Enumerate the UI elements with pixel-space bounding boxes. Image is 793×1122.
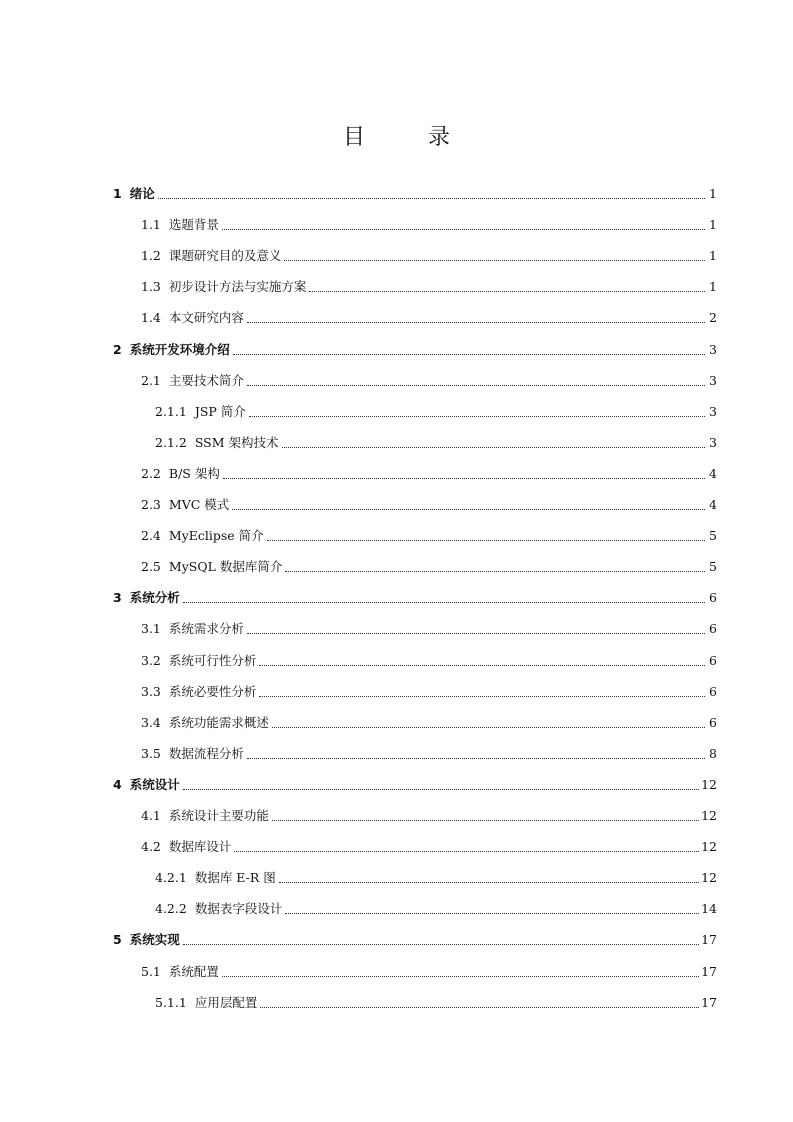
toc-entry[interactable] (113, 775, 717, 795)
toc-entry-number: 2.2 (141, 465, 161, 481)
toc-entry-page-number: 4 (709, 497, 717, 512)
toc-entry-page-number: 17 (701, 932, 717, 948)
toc-entry[interactable] (141, 495, 717, 515)
toc-entry-page-number: 12 (701, 870, 717, 886)
toc-entry-page-number: 3 (709, 372, 717, 388)
toc-entry-number: 4.2 (141, 839, 161, 855)
toc-entry-title: 系统功能需求概述 (168, 714, 269, 730)
toc-entry-title: B/S 架构 (168, 465, 220, 481)
toc-entry-page-number: 4 (709, 465, 717, 481)
toc-entry[interactable] (141, 744, 717, 764)
dot-leader (282, 446, 706, 448)
toc-entry-number: 3.5 (141, 745, 161, 761)
dot-leader (285, 570, 705, 572)
toc-entry-number: 4 (113, 776, 122, 792)
toc-entry-page-number: 12 (701, 839, 717, 855)
dot-leader (222, 228, 705, 230)
toc-entry-number: 2.5 (141, 559, 161, 575)
toc-entry-number: 4.2.1 (155, 870, 187, 886)
toc-entry[interactable] (141, 215, 717, 235)
toc-entry[interactable] (141, 713, 717, 733)
dot-leader (247, 384, 705, 386)
toc-entry-title: 系统分析 (129, 590, 180, 606)
toc-entry[interactable] (141, 557, 717, 577)
toc-entry[interactable] (113, 588, 717, 608)
toc-entry-title: SSM 架构技术 (194, 434, 279, 450)
toc-entry-title: 系统设计主要功能 (168, 808, 269, 823)
toc-entry-title: 系统配置 (168, 963, 219, 979)
toc-entry[interactable] (155, 433, 717, 453)
toc-entry[interactable] (141, 619, 717, 639)
toc-entry[interactable] (141, 682, 717, 702)
toc-entry-title: 系统可行性分析 (168, 652, 257, 668)
toc-entry-page-number: 17 (701, 963, 717, 979)
toc-entry[interactable] (141, 371, 717, 391)
toc-entry-number: 1.1 (141, 217, 161, 233)
dot-leader (232, 508, 705, 510)
toc-entry[interactable] (141, 651, 717, 671)
dot-leader (284, 259, 705, 261)
toc-entry[interactable] (141, 526, 717, 546)
toc-entry[interactable] (113, 184, 717, 204)
toc-entry-number: 1.2 (141, 248, 161, 264)
dot-leader (285, 912, 699, 914)
toc-entry-number: 2 (113, 341, 122, 357)
toc-entry[interactable] (141, 806, 717, 826)
toc-entry[interactable] (141, 464, 717, 484)
dot-leader (222, 975, 699, 977)
dot-leader (272, 726, 705, 728)
toc-entry[interactable] (141, 962, 717, 982)
toc-entry[interactable] (141, 277, 717, 297)
toc-entry-title: JSP 简介 (194, 403, 246, 419)
dot-leader (267, 539, 705, 541)
toc-entry-number: 5.1 (141, 963, 161, 979)
toc-entry-page-number: 3 (709, 403, 717, 419)
toc-entry[interactable] (155, 993, 717, 1013)
toc-entry-number: 2.4 (141, 528, 161, 544)
toc-entry-page-number: 6 (709, 714, 717, 730)
toc-entry[interactable] (141, 308, 717, 328)
dot-leader (233, 353, 705, 355)
toc-entry-page-number: 1 (709, 217, 717, 233)
toc-entry-title: MyEclipse 简介 (168, 528, 264, 544)
toc-entry-page-number: 1 (709, 248, 717, 264)
toc-entry[interactable] (155, 899, 717, 919)
toc-entry-page-number: 12 (701, 808, 717, 823)
toc-entry-title: 系统设计 (129, 776, 180, 792)
toc-entry-title: 数据库设计 (168, 839, 232, 855)
toc-entry-page-number: 6 (709, 621, 717, 637)
toc-entry-page-number: 8 (709, 745, 717, 761)
toc-entry-page-number: 5 (709, 559, 717, 575)
toc-entry-number: 1 (113, 186, 122, 201)
toc-entry[interactable] (155, 868, 717, 888)
toc-entry-page-number: 17 (701, 994, 717, 1010)
dot-leader (309, 290, 705, 292)
toc-entry-number: 3.2 (141, 652, 161, 668)
toc-entry-number: 4.1 (141, 808, 161, 823)
toc-entry-page-number: 3 (709, 341, 717, 357)
toc-entry-page-number: 6 (709, 652, 717, 668)
toc-entry-number: 3.4 (141, 714, 161, 730)
toc-entry-page-number: 1 (709, 186, 717, 201)
toc-entry-number: 4.2.2 (155, 901, 187, 917)
toc-entry[interactable] (141, 837, 717, 857)
toc-entry-title: 选题背景 (168, 217, 219, 233)
toc-entry[interactable] (113, 930, 717, 950)
toc-entry[interactable] (141, 246, 717, 266)
toc-entry-title: 系统开发环境介绍 (129, 341, 230, 357)
toc-entry-page-number: 3 (709, 434, 717, 450)
toc-entry-page-number: 14 (701, 901, 717, 917)
toc-entry-number: 2.1.2 (155, 434, 187, 450)
toc-entry-number: 5.1.1 (155, 994, 187, 1010)
toc-entry-title: 初步设计方法与实施方案 (168, 279, 307, 295)
dot-leader (247, 632, 705, 634)
toc-entry-title: MySQL 数据库简介 (168, 559, 283, 575)
toc-entry-title: 绪论 (129, 186, 155, 201)
dot-leader (249, 415, 705, 417)
toc-entry-number: 3.1 (141, 621, 161, 637)
toc-entry-number: 3 (113, 590, 122, 606)
toc-entry-number: 1.4 (141, 310, 161, 326)
dot-leader (183, 601, 705, 603)
dot-leader (247, 757, 705, 759)
toc-entry-title: 主要技术简介 (168, 372, 244, 388)
toc-entry-page-number: 12 (701, 776, 717, 792)
toc-entry-title: 数据表字段设计 (194, 901, 283, 917)
toc-entry-title: 系统必要性分析 (168, 683, 257, 699)
toc-entry-number: 3.3 (141, 683, 161, 699)
toc-entry-title: 数据库 E-R 图 (194, 870, 276, 886)
dot-leader (259, 664, 705, 666)
toc-entry-title: 应用层配置 (194, 994, 258, 1010)
dot-leader (279, 881, 699, 883)
toc-entry-number: 5 (113, 932, 122, 948)
toc-entry-page-number: 6 (709, 590, 717, 606)
toc-entry-page-number: 2 (709, 310, 717, 326)
toc-entry-number: 2.1 (141, 372, 161, 388)
toc-entry-page-number: 6 (709, 683, 717, 699)
toc-entry-title: 本文研究内容 (168, 310, 244, 326)
dot-leader (223, 477, 705, 479)
toc-entry-title: 系统需求分析 (168, 621, 244, 637)
toc-entry-number: 2.1.1 (155, 403, 187, 419)
toc-entry[interactable] (113, 340, 717, 360)
dot-leader (158, 197, 705, 199)
toc-entry-title: 课题研究目的及意义 (168, 248, 282, 264)
dot-leader (183, 788, 699, 790)
toc-entry-number: 2.3 (141, 497, 161, 512)
toc-title: 目 录 (343, 125, 478, 150)
toc-entry-title: 系统实现 (129, 932, 180, 948)
dot-leader (259, 695, 705, 697)
toc-entry-page-number: 5 (709, 528, 717, 544)
dot-leader (247, 321, 705, 323)
toc-entry-number: 1.3 (141, 279, 161, 295)
toc-entry-title: 数据流程分析 (168, 745, 244, 761)
toc-entry-page-number: 1 (709, 279, 717, 295)
toc-entry-title: MVC 模式 (168, 497, 230, 512)
toc-entry[interactable] (155, 402, 717, 422)
dot-leader (183, 943, 699, 945)
dot-leader (272, 819, 699, 821)
dot-leader (234, 850, 699, 852)
dot-leader (260, 1006, 699, 1008)
